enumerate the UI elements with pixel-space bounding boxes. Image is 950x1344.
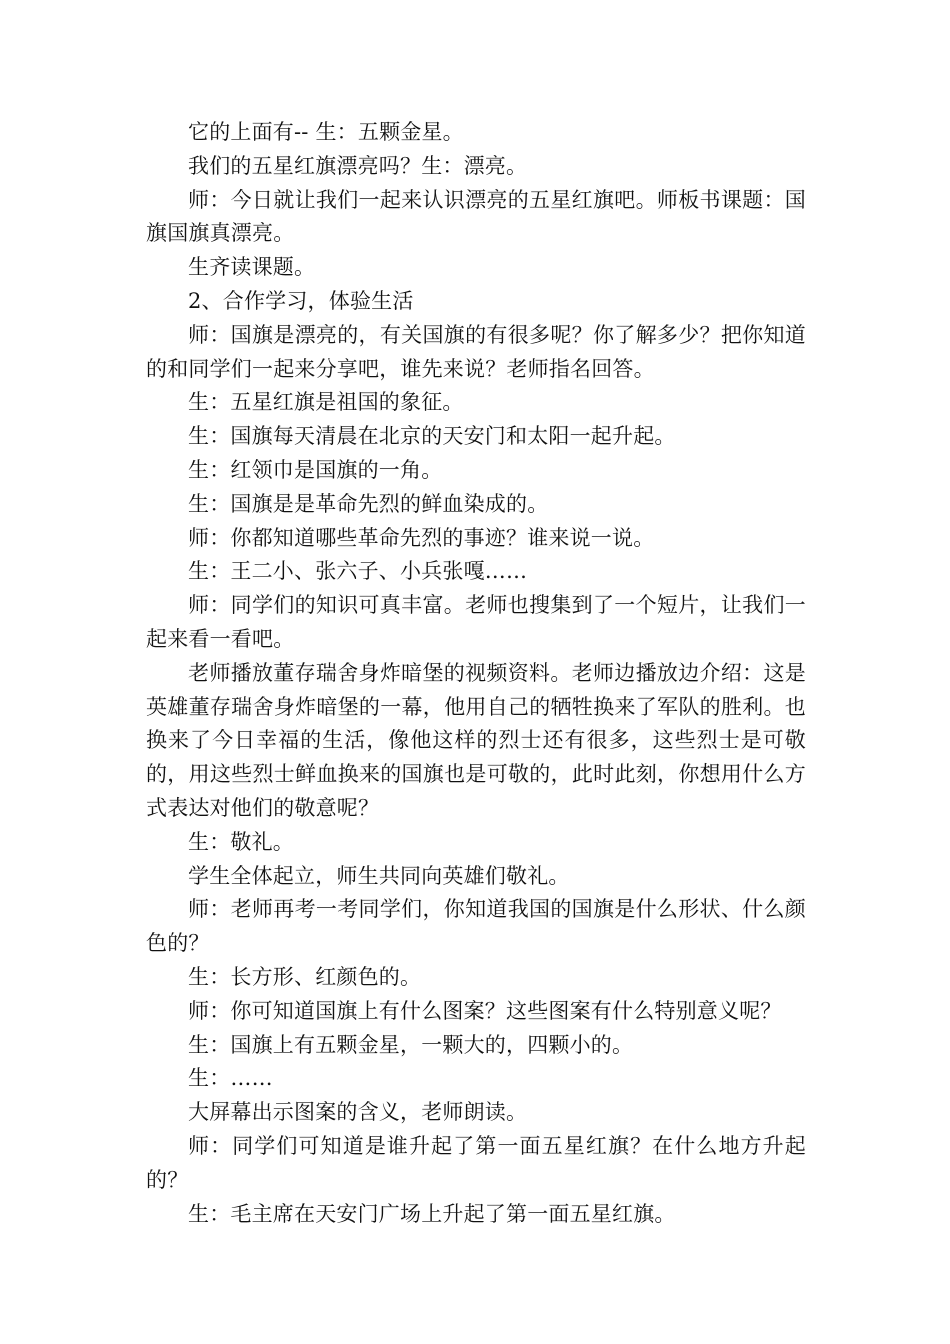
paragraph: 师：同学们可知道是谁升起了第一面五星红旗？在什么地方升起的？ — [146, 1133, 806, 1192]
paragraph: 师：国旗是漂亮的，有关国旗的有很多呢？你了解多少？把你知道的和同学们一起来分享吧，谁先来说？老师指名回答。 — [146, 322, 806, 381]
paragraph: 生：王二小、张六子、小兵张嘎…… — [188, 559, 528, 584]
paragraph: 我们的五星红旗漂亮吗？生：漂亮。 — [188, 153, 528, 178]
paragraph: 生：红领巾是国旗的一角。 — [188, 457, 443, 482]
paragraph: 师：今日就让我们一起来认识漂亮的五星红旗吧。师板书课题：国旗国旗真漂亮。 — [146, 187, 806, 246]
paragraph: 师：老师再考一考同学们，你知道我国的国旗是什么形状、什么颜色的？ — [146, 897, 806, 956]
paragraph: 生齐读课题。 — [188, 255, 316, 280]
paragraph: 师：你都知道哪些革命先烈的事迹？谁来说一说。 — [188, 525, 655, 550]
paragraph: 生：…… — [188, 1066, 273, 1091]
paragraph: 生：国旗上有五颗金星，一颗大的，四颗小的。 — [188, 1032, 634, 1057]
paragraph: 老师播放董存瑞舍身炸暗堡的视频资料。老师边播放边介绍：这是英雄董存瑞舍身炸暗堡的一幕，他用自己的牺牲换来了军队的胜利。也换来了今日幸福的生活，像他这样的烈士还有很多，这些烈士是可敬的，用这些烈士鲜血换来的国旗也是可敬的，此时此刻，你想用什么方式表达对他们的敬意呢？ — [146, 660, 806, 820]
paragraph: 生：毛主席在天安门广场上升起了第一面五星红旗。 — [188, 1201, 676, 1226]
paragraph: 师：你可知道国旗上有什么图案？这些图案有什么特别意义呢？ — [188, 998, 782, 1023]
paragraph: 生：国旗是是革命先烈的鲜血染成的。 — [188, 491, 549, 516]
paragraph: 生：长方形、红颜色的。 — [188, 964, 422, 989]
paragraph: 生：敬礼。 — [188, 829, 294, 854]
paragraph: 师：同学们的知识可真丰富。老师也搜集到了一个短片，让我们一起来看一看吧。 — [146, 593, 806, 651]
paragraph: 学生全体起立，师生共同向英雄们敬礼。 — [188, 863, 570, 888]
section-heading: 2、合作学习，体验生活 — [188, 288, 414, 313]
document-page — [146, 116, 806, 1231]
paragraph: 它的上面有-- 生：五颗金星。 — [188, 120, 464, 144]
paragraph: 大屏幕出示图案的含义，老师朗读。 — [188, 1100, 528, 1125]
paragraph: 生：五星红旗是祖国的象征。 — [188, 390, 464, 415]
paragraph: 生：国旗每天清晨在北京的天安门和太阳一起升起。 — [188, 424, 676, 449]
